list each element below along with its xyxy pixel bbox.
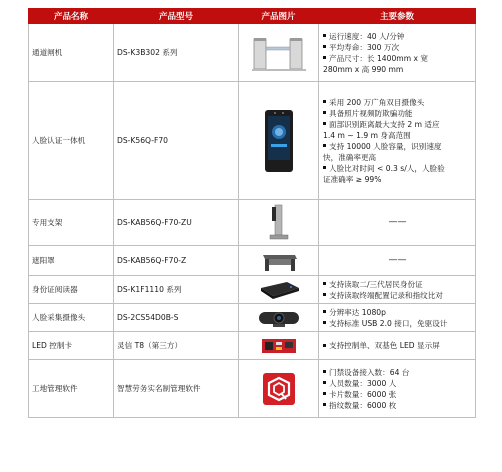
param-text: 人脸比对时间 < 0.3 s/人，人脸验	[329, 163, 445, 173]
product-params	[319, 246, 476, 276]
product-name: 工地管理软件	[29, 360, 114, 418]
param-text: 门禁设备接入数：64 台	[329, 367, 410, 377]
param-text: 支持读取二/三代居民身份证	[329, 279, 423, 289]
param-text: ——	[388, 217, 407, 227]
product-model: DS-K1F1110 系列	[114, 276, 239, 304]
product-model: DS-K3B302 系列	[114, 24, 239, 82]
software-logo-image	[239, 360, 319, 418]
param-text: 支持 10000 人脸容量，识别速度	[329, 141, 442, 151]
product-params	[319, 82, 476, 200]
product-spec-table	[28, 8, 476, 418]
param-text: 1.4 m ~ 1.9 m 身高范围	[323, 130, 411, 140]
header-product-model: 产品型号	[114, 9, 239, 24]
header-product-image: 产品图片	[239, 9, 319, 24]
product-name: 人脸认证一体机	[29, 82, 114, 200]
product-name: 遮阳罩	[29, 246, 114, 276]
product-params	[319, 360, 476, 418]
product-model: DS-KAB56Q-F70-ZU	[114, 200, 239, 246]
turnstile-gate-image	[239, 24, 319, 82]
param-text: 人员数量：3000 人	[329, 378, 397, 388]
param-text: 支持控制单、双基色 LED 显示屏	[329, 341, 440, 350]
table-row	[29, 360, 476, 418]
table-row	[29, 246, 476, 276]
face-terminal-image	[239, 82, 319, 200]
product-model: 灵信 T8（第三方）	[114, 332, 239, 360]
table-row	[29, 82, 476, 200]
product-params	[319, 332, 476, 360]
product-name: 人脸采集摄像头	[29, 304, 114, 332]
table-row	[29, 332, 476, 360]
product-params	[319, 304, 476, 332]
param-text: ——	[388, 255, 407, 265]
param-text: 支持标准 USB 2.0 接口，免驱设计	[329, 318, 448, 328]
param-text: 指纹数量：6000 枚	[329, 400, 397, 410]
param-text: 280mm x 高 990 mm	[323, 64, 404, 74]
table-row	[29, 276, 476, 304]
product-name: 专用支架	[29, 200, 114, 246]
mounting-bracket-image	[239, 200, 319, 246]
param-text: 分辨率达 1080p	[329, 307, 386, 317]
led-control-card-image	[239, 332, 319, 360]
product-name: 身份证阅读器	[29, 276, 114, 304]
table-row	[29, 200, 476, 246]
product-model: DS-2CS54D0B-S	[114, 304, 239, 332]
param-text: 平均寿命：300 万次	[329, 42, 400, 52]
product-name: 通道闸机	[29, 24, 114, 82]
table-header-row	[29, 9, 476, 24]
product-params	[319, 24, 476, 82]
id-card-reader-image	[239, 276, 319, 304]
product-name: LED 控制卡	[29, 332, 114, 360]
table-row	[29, 304, 476, 332]
param-text: 具备照片视频防欺骗功能	[329, 108, 413, 118]
product-model: DS-KAB56Q-F70-Z	[114, 246, 239, 276]
header-product-name: 产品名称	[29, 9, 114, 24]
param-text: 采用 200 万广角双目摄像头	[329, 97, 425, 107]
product-model: 智慧劳务实名制管理软件	[114, 360, 239, 418]
header-main-params: 主要参数	[319, 9, 476, 24]
product-params	[319, 200, 476, 246]
param-text: 快，准确率更高	[323, 152, 377, 162]
face-capture-camera-image	[239, 304, 319, 332]
table-row	[29, 24, 476, 82]
param-text: 产品尺寸：长 1400mm x 宽	[329, 53, 429, 63]
sun-shade-image	[239, 246, 319, 276]
product-model: DS-K56Q-F70	[114, 82, 239, 200]
param-text: 运行速度：40 人/分钟	[329, 31, 405, 41]
param-text: 面部识别距离最大支持 2 m 适应	[329, 119, 440, 129]
param-text: 支持读取终端配置记录和指纹比对	[329, 290, 443, 300]
param-text: 证准确率 ≥ 99%	[323, 174, 382, 184]
param-text: 卡片数量：6000 张	[329, 389, 397, 399]
product-params	[319, 276, 476, 304]
